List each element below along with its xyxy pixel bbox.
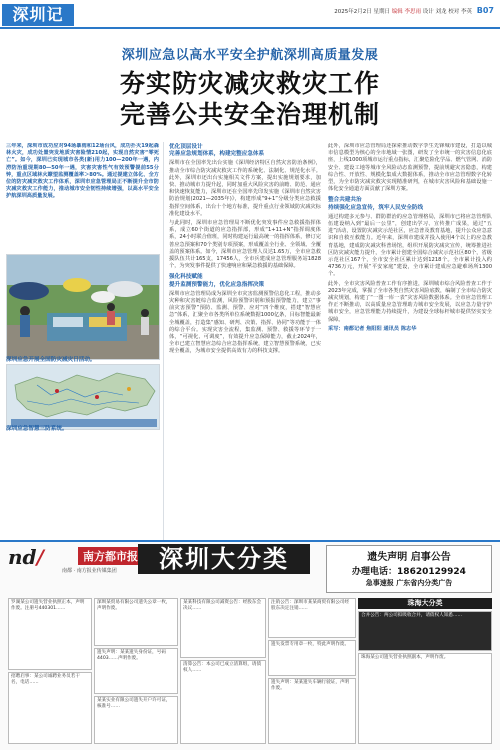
paper-name: 南方都市报 <box>78 547 143 565</box>
ad-grid <box>8 598 492 746</box>
headline-line-1: 夯实防灾减灾救灾工作 <box>119 69 380 98</box>
subhead-3-label: 整合共建共治 <box>328 197 362 204</box>
paper-sub: 南都 · 南方报业传媒集团 <box>62 568 117 574</box>
article-column-2 <box>169 143 321 553</box>
notice-box <box>326 545 492 593</box>
subhead-3 <box>328 197 492 211</box>
notice-phone: 办理电话：18620129924 <box>352 567 466 577</box>
ad-cell: 清算公告：本公司已成立清算组，请债权人…… <box>180 660 266 744</box>
subhead-2 <box>169 274 321 288</box>
page-masthead <box>0 0 500 30</box>
page-number: B07 <box>476 6 494 15</box>
notice-head: 遗失声明 启事公告 <box>367 552 451 563</box>
classified-title: 深圳大分类 <box>138 544 310 574</box>
ad-cell: 注销公告：深圳市某某商贸有限公司经股东决定注销…… <box>268 598 356 638</box>
paragraph: 此外，全市灾害风险普查工作有序推进，深圳城市综合风险普查工作于2023年完成，掌握了全市各类自然灾害风险底数，编制了全市综合防灾减灾规划，构建了“一图一库一表”灾害风险数据体系。全市应急管理工作正不断推动，以高质量应急管理助力城市安全发展，以应急力量守护城市安全，应急管理能力持续提升，为建设全球标杆城市提供坚实安全保障。 <box>328 280 492 323</box>
header-meta <box>334 6 494 15</box>
section-tag: 深圳记 <box>2 4 74 26</box>
subhead-1-label: 优化顶层设计 <box>169 144 203 150</box>
ad-cell: 罗湖某公司遗失营业执照正本，声明作废。注册号440301…… <box>8 598 92 670</box>
photo-disaster-day-event <box>6 254 160 360</box>
notice-line: 急事速报 广东省内分类广告 <box>365 579 453 587</box>
photo1-caption: 深圳应急开展全国防灾减灾日活动。 <box>6 357 96 363</box>
weekday: 星期日 <box>373 9 391 15</box>
proof: 校对 李英 <box>448 9 473 15</box>
ad-cell: 招聘启事：某公司诚聘业务员若干名，电话…… <box>8 672 92 744</box>
ad-cell: 遗失发票专用章一枚，特此声明作废。 <box>268 640 356 676</box>
paragraph: 深圳市在全国率先出台实施《深圳经济特区自然灾害防治条例》，推动全市综合防灾减灾救灾工作的系统化、法制化、规范化水平。此外，深圳市还出台实施相关文件方案，提出实施规划要求，加快、推动城市力提升起，同时加重大风险灾害的前瞻、防范、通应和快速恢复能力，深圳市还在全国率先印发实施《深圳市自然灾害防治规划(2021—2035年)》，构建形成“9+1”分级分类应急救援指挥空间体系，出台十个地方标准，提升重点行业领域防灾减灾标准化建设水平。 <box>169 160 321 217</box>
designer: 设计 刘龙 <box>422 9 447 15</box>
subhead-3-title: 持续强化应急宣传，筑牢人民安全防线 <box>328 204 424 211</box>
column-divider <box>163 142 164 552</box>
ad-cell: 某某科技有限公司减资公告：经股东会决议…… <box>180 598 266 658</box>
reporter-credit: 采写：南都记者 焦阳阳 通讯员 陈志华 <box>328 325 417 332</box>
article-column-3 <box>328 143 492 553</box>
paragraph: 通过构建多元参与、群防群治的应急管理格局，深圳市已将应急管理队伍建设纳入到“最后一公里”，创建出学习、宣传推广成果，通过“五进”活动，设置防灾减灾示范社区，应急普及教育基地，提升公众应急意识和自救互救能力。近年来，深圳市建成并投入使用4个以上的应急教育基地，建成防灾减灾科普场馆，组织开展防灾减灾宣传，统筹推进社区防灾减灾能力提升，全市累计创建全国综合减灾示范社区80个，省级示范社区167个，全市安全社区累计达到1218个。全市累计投入约4736万元，开展“平安家庭”建设，全市累计建成应急避难场所1300个。 <box>328 213 492 278</box>
header-rule <box>0 27 500 29</box>
photo-smart-flood-system <box>6 364 160 430</box>
subhead-2-label: 强化科技赋能 <box>169 274 203 281</box>
subhead-1-title: 完善应急规划体系，构建完整应急体系 <box>169 151 265 158</box>
zhuhai-classified-head: 珠海大分类 <box>358 598 492 609</box>
logo-mark: nd <box>8 545 37 569</box>
subhead-1 <box>169 144 321 158</box>
headline-line-2: 完善公共安全治理机制 <box>119 100 380 129</box>
date-line: 2025年2月2日 <box>334 9 372 15</box>
ad-cell: 深圳某贸易有限公司遗失公章一枚，声明作废。 <box>94 598 178 646</box>
ad-cell: 合并公告：两公司拟吸收合并，请债权人知悉…… <box>358 611 492 651</box>
ad-cell: 某某实业有限公司遗失开户许可证，核准号…… <box>94 696 178 744</box>
nd-logo-icon: nd/ <box>8 545 44 569</box>
ad-cell: 遗失声明：某某遗失身份证，号码4403……声明作废。 <box>94 648 178 694</box>
subhead-2-title: 提升监测预警能力，优化应急指挥决策 <box>169 281 265 288</box>
editor: 编辑 李思雨 <box>391 9 422 15</box>
ad-cell: 遗失声明：某某遗失车辆行驶证，声明作废。 <box>268 678 356 744</box>
ad-cell: 珠海某公司遗失营业执照副本，声明作废。 <box>358 653 492 744</box>
paragraph: 与此同时，深圳市应急管理局不断优化突发事件应急救援指挥体系，成立60个街道的应急指挥部，形成“1+11+N”指挥调度体系，24小时联合值班，同时构建运行最高统一的指挥体系，修订完善应急预案和70个类别专项预案，形成覆盖全行业、全领域、全覆盖的预案体系。如今，深圳市应急管理人员达1.65万，全市应急救援队伍共计165支，17456人，全市兵建成应急管理服务站1828个，为突发事件提供了快速响应和紧急救援的基础保障。 <box>169 220 321 270</box>
paragraph: 深圳市应急管理局成为深圳全市灾害监测预警信息化工程，推动多灾种和灾害链综合监测，风险预警识别和预报预警能力，建立“事前灾害预警”预防、监测、预警、应对”四个维度，搭建“智慧应急”体系，汇聚全市各类所单位系统数据1000亿条，目标智能最新全城覆盖，打造集“感知、研判、决策、指挥、协同”等功能于一体的综合平台。实现灾害全流程，集监测、预警、救援等环节于一体，“可视化、可调度”，有效提升应急保障能力，截止2024年，全市已建立智慧应急综合应急指挥系统，建立智慧预警系统，已实现全覆盖，为城市安全提供高效有力的科技支撑。 <box>169 290 321 355</box>
article-lead: 三年来，深圳市成功应对94场暴雨和12场台风，成功扑灭19起森林火灾，成功处置突发地质灾害险情210起，实现自然灾害“零死亡”。如今，深圳已实现城市各类(新)用力100—200年一遇，内涝防治重现期80—50年一遇，灾害灾害性气有效预警提前55分钟，重点区域林火瞭望监测覆盖率＞80%。通过提建立体化、全方位的防灾减灾救灾工作体系，深圳市应急管理局正不断提升全市防灾减灾救灾工作能力，推动城市安全韧性持续增强，以高水平安全护航深圳高质量发展。 <box>6 143 159 200</box>
article-kicker: 深圳应急以高水平安全护航深圳高质量发展 <box>121 48 379 63</box>
photo2-caption: 深圳应急智慧三防系统。 <box>6 426 68 432</box>
paragraph: 此外，深圳市应急管理局还探索推动数字孪生先锋城市建设，打造以城市信息模型为核心的全市地域一张图，研发了全市统一的灾害信息化底座，上线1000项城市运行重点指标，汇聚危险化学品、燃气管网、消防安全、建设工地等城市全风险动态监测预警，提前规避灾害隐患，构建综合性、开放性、规模化集成大数据体系，推动全市应急管理数字化转型，为全市防灾减灾救灾实现精准研判，在城市灾害风险和基础设施一体化安全通道方面贡献了深圳方案。 <box>328 143 492 193</box>
